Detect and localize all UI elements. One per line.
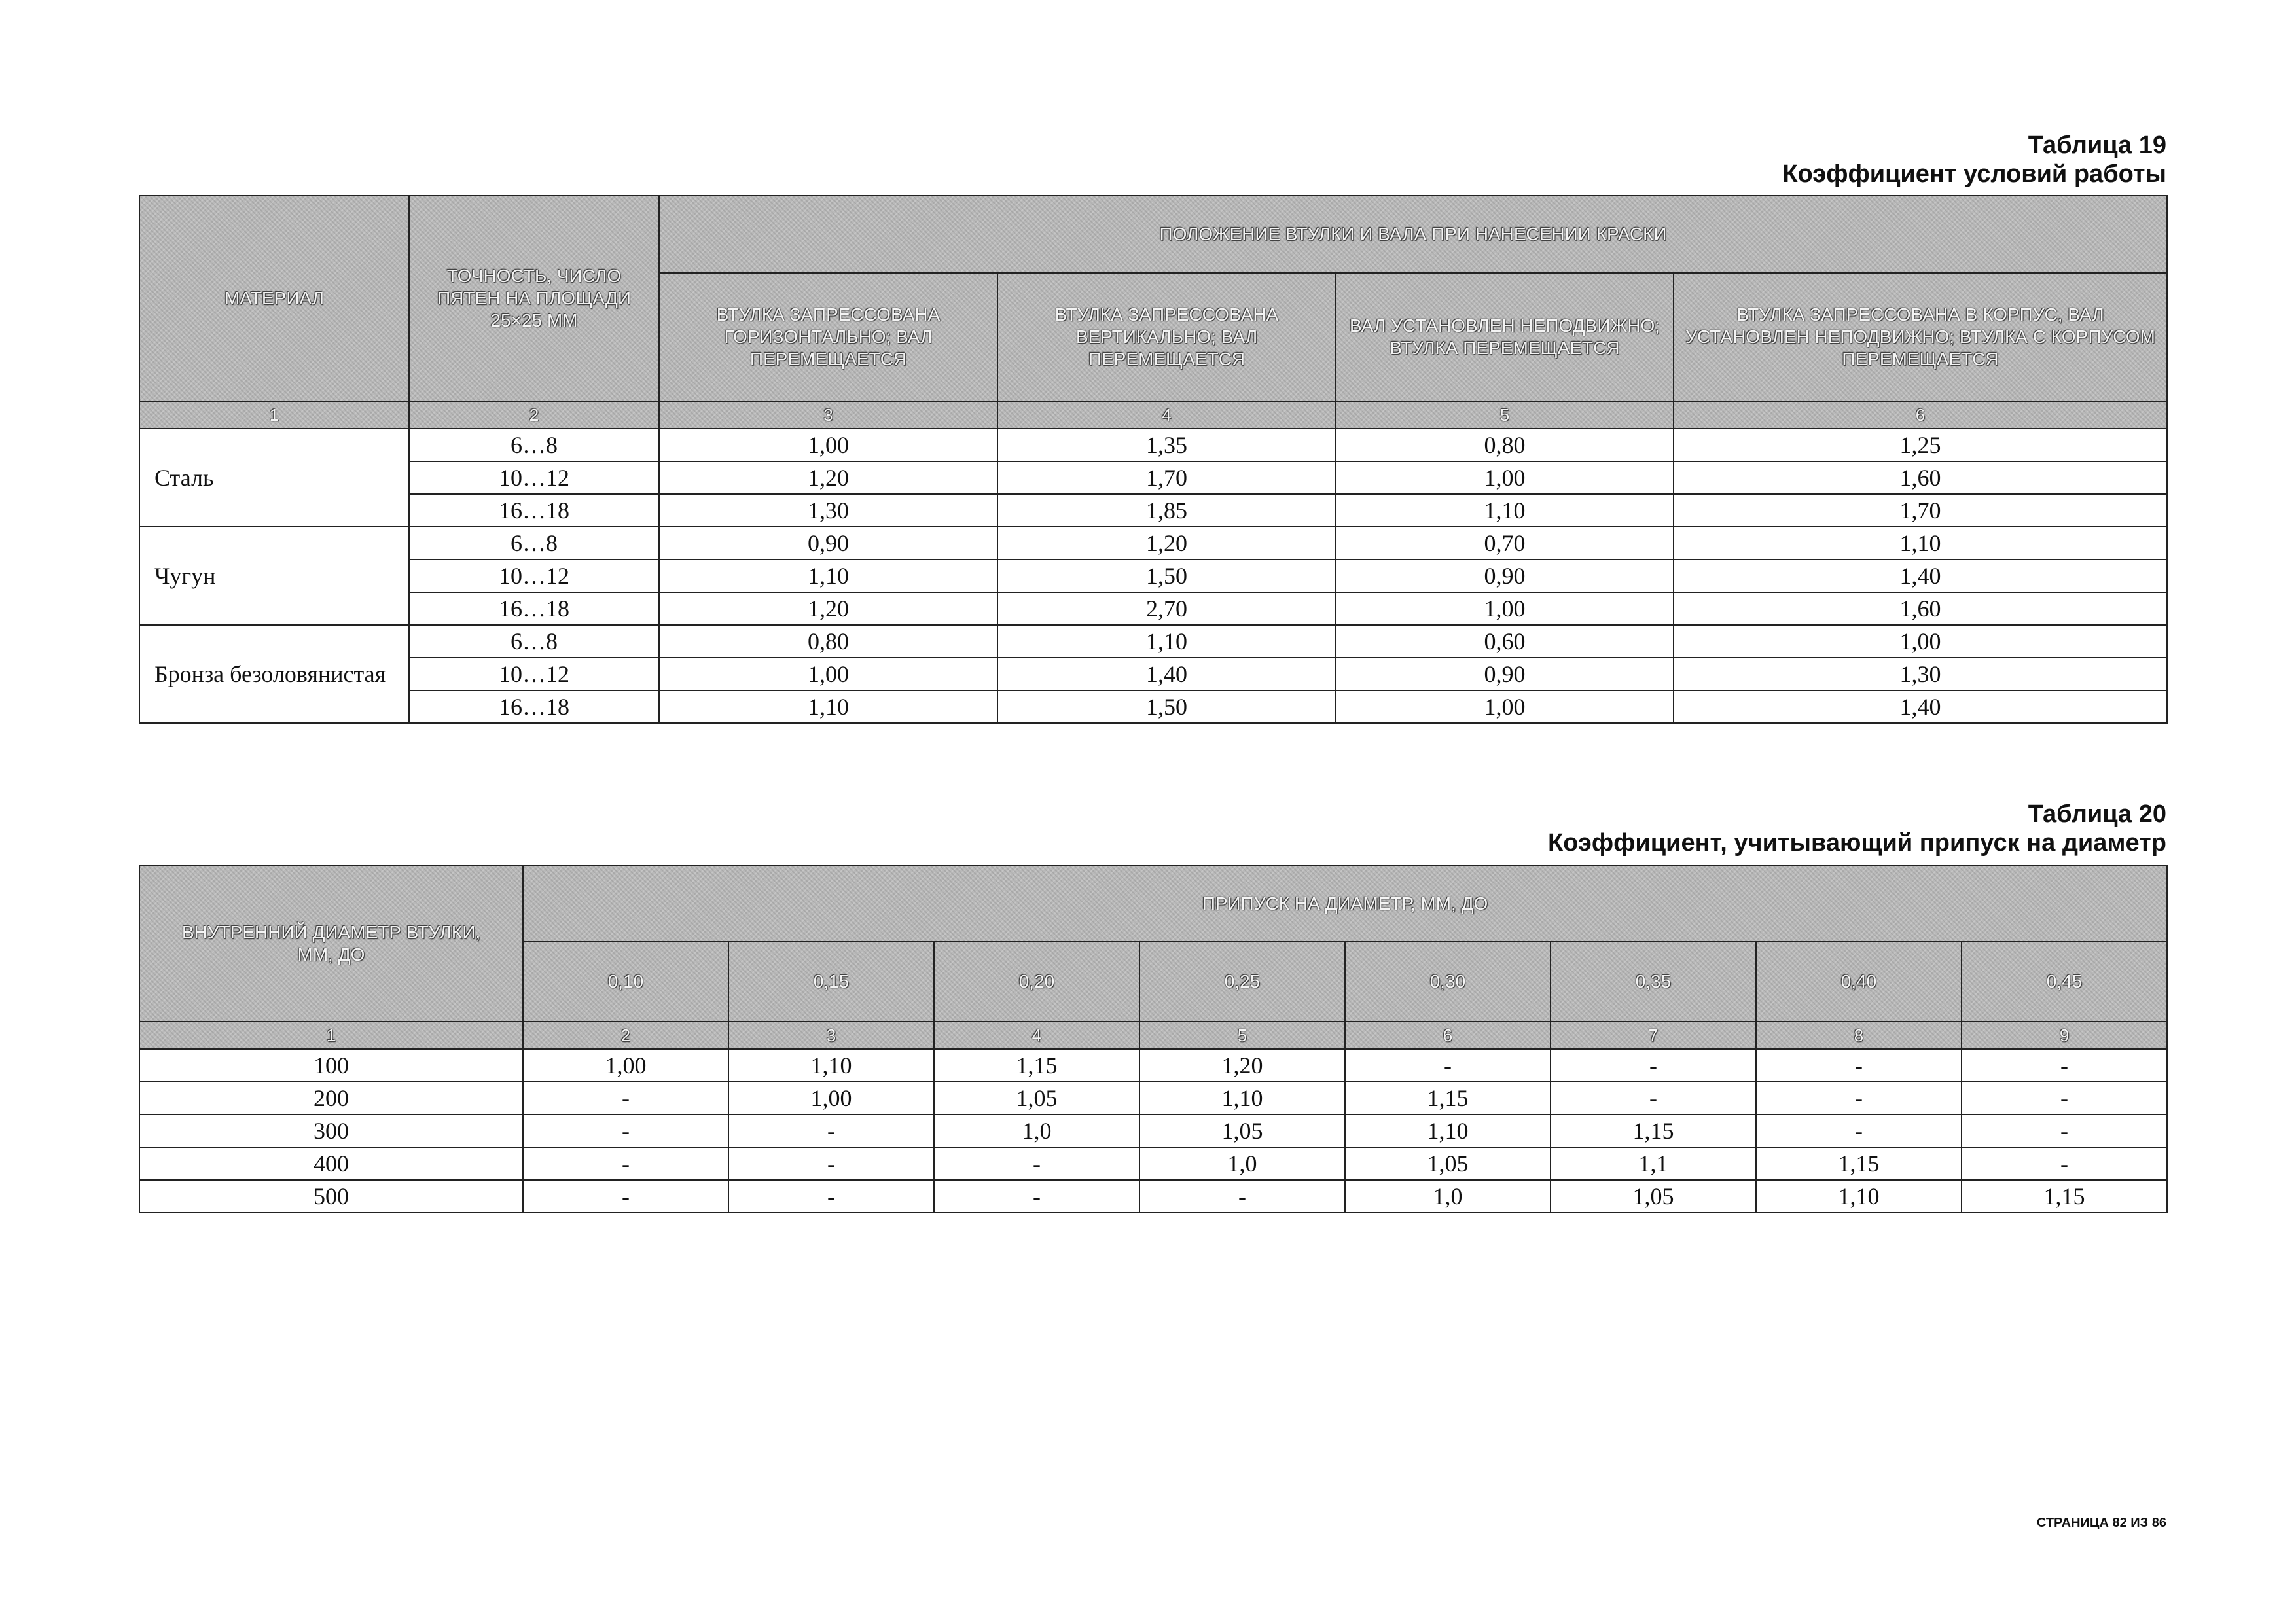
table20 bbox=[139, 865, 2168, 1213]
coefficient-cell: 1,10 bbox=[1139, 1082, 1345, 1115]
coefficient-cell: - bbox=[523, 1082, 728, 1115]
column-number: 3 bbox=[659, 401, 997, 429]
coefficient-cell: - bbox=[523, 1180, 728, 1213]
coefficient-cell: 1,20 bbox=[659, 592, 997, 625]
column-number: 6 bbox=[1674, 401, 2167, 429]
coefficient-cell: 1,10 bbox=[728, 1049, 934, 1082]
coefficient-cell: 1,15 bbox=[1962, 1180, 2167, 1213]
coefficient-cell: 1,70 bbox=[997, 461, 1336, 494]
accuracy-cell: 16…18 bbox=[409, 690, 659, 723]
column-number: 4 bbox=[997, 401, 1336, 429]
coefficient-cell: 1,40 bbox=[1674, 560, 2167, 592]
allowance-header: 0,30 bbox=[1345, 942, 1551, 1022]
diameter-cell: 200 bbox=[139, 1082, 523, 1115]
coefficient-cell: 0,90 bbox=[659, 527, 997, 560]
coefficient-cell: 1,35 bbox=[997, 429, 1336, 461]
coefficient-cell: 1,00 bbox=[728, 1082, 934, 1115]
coefficient-cell: 1,0 bbox=[934, 1115, 1139, 1147]
header-pos1: ВТУЛКА ЗАПРЕССОВАНА ГОРИЗОНТАЛЬНО; ВАЛ ПЕРЕМЕЩАЕТСЯ bbox=[659, 273, 997, 401]
header-pos4: ВТУЛКА ЗАПРЕССОВАНА В КОРПУС, ВАЛ УСТАНОВЛЕН НЕПОДВИЖНО; ВТУЛКА С КОРПУСОМ ПЕРЕМЕЩАЕТСЯ bbox=[1674, 273, 2167, 401]
coefficient-cell: 1,00 bbox=[523, 1049, 728, 1082]
page-number: СТРАНИЦА 82 ИЗ 86 bbox=[2036, 1516, 2166, 1530]
coefficient-cell: 1,60 bbox=[1674, 592, 2167, 625]
column-number: 2 bbox=[409, 401, 659, 429]
diameter-cell: 400 bbox=[139, 1147, 523, 1180]
table-row bbox=[139, 1115, 2167, 1147]
coefficient-cell: 1,30 bbox=[659, 494, 997, 527]
coefficient-cell: 1,85 bbox=[997, 494, 1336, 527]
allowance-header: 0,15 bbox=[728, 942, 934, 1022]
accuracy-cell: 16…18 bbox=[409, 494, 659, 527]
coefficient-cell: 1,05 bbox=[934, 1082, 1139, 1115]
column-number: 5 bbox=[1139, 1022, 1345, 1049]
header-diameter: ВНУТРЕННИЙ ДИАМЕТР ВТУЛКИ, ММ, ДО bbox=[139, 866, 523, 1022]
material-cell: Чугун bbox=[139, 527, 409, 625]
coefficient-cell: 1,00 bbox=[1336, 690, 1674, 723]
accuracy-cell: 10…12 bbox=[409, 461, 659, 494]
column-number: 9 bbox=[1962, 1022, 2167, 1049]
column-number: 3 bbox=[728, 1022, 934, 1049]
accuracy-cell: 10…12 bbox=[409, 658, 659, 690]
coefficient-cell: - bbox=[1962, 1147, 2167, 1180]
coefficient-cell: - bbox=[1551, 1082, 1756, 1115]
coefficient-cell: 1,15 bbox=[1345, 1082, 1551, 1115]
coefficient-cell: 1,05 bbox=[1345, 1147, 1551, 1180]
coefficient-cell: 1,05 bbox=[1551, 1180, 1756, 1213]
coefficient-cell: 1,70 bbox=[1674, 494, 2167, 527]
coefficient-cell: - bbox=[1551, 1049, 1756, 1082]
coefficient-cell: 0,60 bbox=[1336, 625, 1674, 658]
accuracy-cell: 6…8 bbox=[409, 429, 659, 461]
column-number: 1 bbox=[139, 401, 409, 429]
coefficient-cell: 1,50 bbox=[997, 690, 1336, 723]
table-row bbox=[139, 461, 2167, 494]
accuracy-cell: 6…8 bbox=[409, 527, 659, 560]
table-row bbox=[139, 1049, 2167, 1082]
coefficient-cell: 1,1 bbox=[1551, 1147, 1756, 1180]
coefficient-cell: 1,30 bbox=[1674, 658, 2167, 690]
table-row bbox=[139, 1180, 2167, 1213]
coefficient-cell: 1,00 bbox=[1336, 592, 1674, 625]
coefficient-cell: 1,00 bbox=[659, 429, 997, 461]
coefficient-cell: 1,15 bbox=[1756, 1147, 1962, 1180]
coefficient-cell: - bbox=[523, 1147, 728, 1180]
coefficient-cell: 1,25 bbox=[1674, 429, 2167, 461]
allowance-header: 0,10 bbox=[523, 942, 728, 1022]
coefficient-cell: 1,40 bbox=[1674, 690, 2167, 723]
header-allowance-group: ПРИПУСК НА ДИАМЕТР, ММ, ДО bbox=[523, 866, 2167, 942]
coefficient-cell: 1,60 bbox=[1674, 461, 2167, 494]
coefficient-cell: 1,10 bbox=[1674, 527, 2167, 560]
coefficient-cell: - bbox=[1345, 1049, 1551, 1082]
table19-column-numbers bbox=[139, 401, 2167, 429]
table19-title: Коэффициент условий работы bbox=[1782, 160, 2166, 188]
allowance-header: 0,20 bbox=[934, 942, 1139, 1022]
coefficient-cell: - bbox=[1962, 1049, 2167, 1082]
allowance-header: 0,35 bbox=[1551, 942, 1756, 1022]
coefficient-cell: 1,05 bbox=[1139, 1115, 1345, 1147]
header-pos3: ВАЛ УСТАНОВЛЕН НЕПОДВИЖНО; ВТУЛКА ПЕРЕМЕЩАЕТСЯ bbox=[1336, 273, 1674, 401]
allowance-header: 0,25 bbox=[1139, 942, 1345, 1022]
coefficient-cell: - bbox=[1139, 1180, 1345, 1213]
coefficient-cell: 1,0 bbox=[1139, 1147, 1345, 1180]
allowance-header: 0,40 bbox=[1756, 942, 1962, 1022]
table20-number: Таблица 20 bbox=[2028, 800, 2166, 828]
table20-title: Коэффициент, учитывающий припуск на диаметр bbox=[1547, 829, 2166, 857]
coefficient-cell: 1,10 bbox=[659, 560, 997, 592]
coefficient-cell: 1,20 bbox=[997, 527, 1336, 560]
table19-body bbox=[139, 429, 2167, 723]
table-row bbox=[139, 690, 2167, 723]
coefficient-cell: - bbox=[523, 1115, 728, 1147]
coefficient-cell: 1,20 bbox=[1139, 1049, 1345, 1082]
header-accuracy: ТОЧНОСТЬ, ЧИСЛО ПЯТЕН НА ПЛОЩАДИ 25×25 ММ bbox=[409, 196, 659, 401]
coefficient-cell: 1,50 bbox=[997, 560, 1336, 592]
coefficient-cell: 0,90 bbox=[1336, 658, 1674, 690]
table19-caption bbox=[1782, 131, 2166, 188]
column-number: 2 bbox=[523, 1022, 728, 1049]
accuracy-cell: 16…18 bbox=[409, 592, 659, 625]
table-row bbox=[139, 658, 2167, 690]
coefficient-cell: 1,10 bbox=[1336, 494, 1674, 527]
coefficient-cell: 1,15 bbox=[934, 1049, 1139, 1082]
coefficient-cell: 1,15 bbox=[1551, 1115, 1756, 1147]
table-row bbox=[139, 1082, 2167, 1115]
table-row bbox=[139, 625, 2167, 658]
header-position-group: ПОЛОЖЕНИЕ ВТУЛКИ И ВАЛА ПРИ НАНЕСЕНИИ КРАСКИ bbox=[659, 196, 2167, 273]
coefficient-cell: - bbox=[728, 1180, 934, 1213]
coefficient-cell: - bbox=[1756, 1049, 1962, 1082]
coefficient-cell: 1,10 bbox=[659, 690, 997, 723]
coefficient-cell: 1,10 bbox=[1345, 1115, 1551, 1147]
table20-column-numbers bbox=[139, 1022, 2167, 1049]
coefficient-cell: 2,70 bbox=[997, 592, 1336, 625]
coefficient-cell: 0,70 bbox=[1336, 527, 1674, 560]
table-row bbox=[139, 527, 2167, 560]
coefficient-cell: 1,40 bbox=[997, 658, 1336, 690]
table19-header bbox=[139, 196, 2167, 429]
table-row bbox=[139, 429, 2167, 461]
table19-number: Таблица 19 bbox=[2028, 132, 2166, 159]
table20-header bbox=[139, 866, 2167, 1049]
coefficient-cell: 1,10 bbox=[1756, 1180, 1962, 1213]
coefficient-cell: 1,0 bbox=[1345, 1180, 1551, 1213]
column-number: 1 bbox=[139, 1022, 523, 1049]
diameter-cell: 100 bbox=[139, 1049, 523, 1082]
diameter-cell: 300 bbox=[139, 1115, 523, 1147]
diameter-cell: 500 bbox=[139, 1180, 523, 1213]
table-row bbox=[139, 494, 2167, 527]
coefficient-cell: - bbox=[1756, 1115, 1962, 1147]
coefficient-cell: 0,90 bbox=[1336, 560, 1674, 592]
table-row bbox=[139, 1147, 2167, 1180]
coefficient-cell: 1,00 bbox=[1336, 461, 1674, 494]
coefficient-cell: - bbox=[934, 1147, 1139, 1180]
coefficient-cell: 1,20 bbox=[659, 461, 997, 494]
material-cell: Сталь bbox=[139, 429, 409, 527]
coefficient-cell: - bbox=[728, 1115, 934, 1147]
coefficient-cell: - bbox=[728, 1147, 934, 1180]
column-number: 4 bbox=[934, 1022, 1139, 1049]
coefficient-cell: 0,80 bbox=[659, 625, 997, 658]
accuracy-cell: 6…8 bbox=[409, 625, 659, 658]
coefficient-cell: 1,00 bbox=[1674, 625, 2167, 658]
coefficient-cell: 1,00 bbox=[659, 658, 997, 690]
coefficient-cell: - bbox=[1756, 1082, 1962, 1115]
coefficient-cell: - bbox=[1962, 1115, 2167, 1147]
table19 bbox=[139, 195, 2168, 724]
header-material: МАТЕРИАЛ bbox=[139, 196, 409, 401]
table20-body bbox=[139, 1049, 2167, 1213]
allowance-header: 0,45 bbox=[1962, 942, 2167, 1022]
coefficient-cell: 1,10 bbox=[997, 625, 1336, 658]
coefficient-cell: - bbox=[934, 1180, 1139, 1213]
column-number: 6 bbox=[1345, 1022, 1551, 1049]
column-number: 7 bbox=[1551, 1022, 1756, 1049]
coefficient-cell: 0,80 bbox=[1336, 429, 1674, 461]
coefficient-cell: - bbox=[1962, 1082, 2167, 1115]
table-row bbox=[139, 592, 2167, 625]
accuracy-cell: 10…12 bbox=[409, 560, 659, 592]
header-pos2: ВТУЛКА ЗАПРЕССОВАНА ВЕРТИКАЛЬНО; ВАЛ ПЕРЕМЕЩАЕТСЯ bbox=[997, 273, 1336, 401]
table-row bbox=[139, 560, 2167, 592]
table20-caption bbox=[1548, 800, 2166, 857]
column-number: 5 bbox=[1336, 401, 1674, 429]
material-cell: Бронза безоловянистая bbox=[139, 625, 409, 723]
column-number: 8 bbox=[1756, 1022, 1962, 1049]
